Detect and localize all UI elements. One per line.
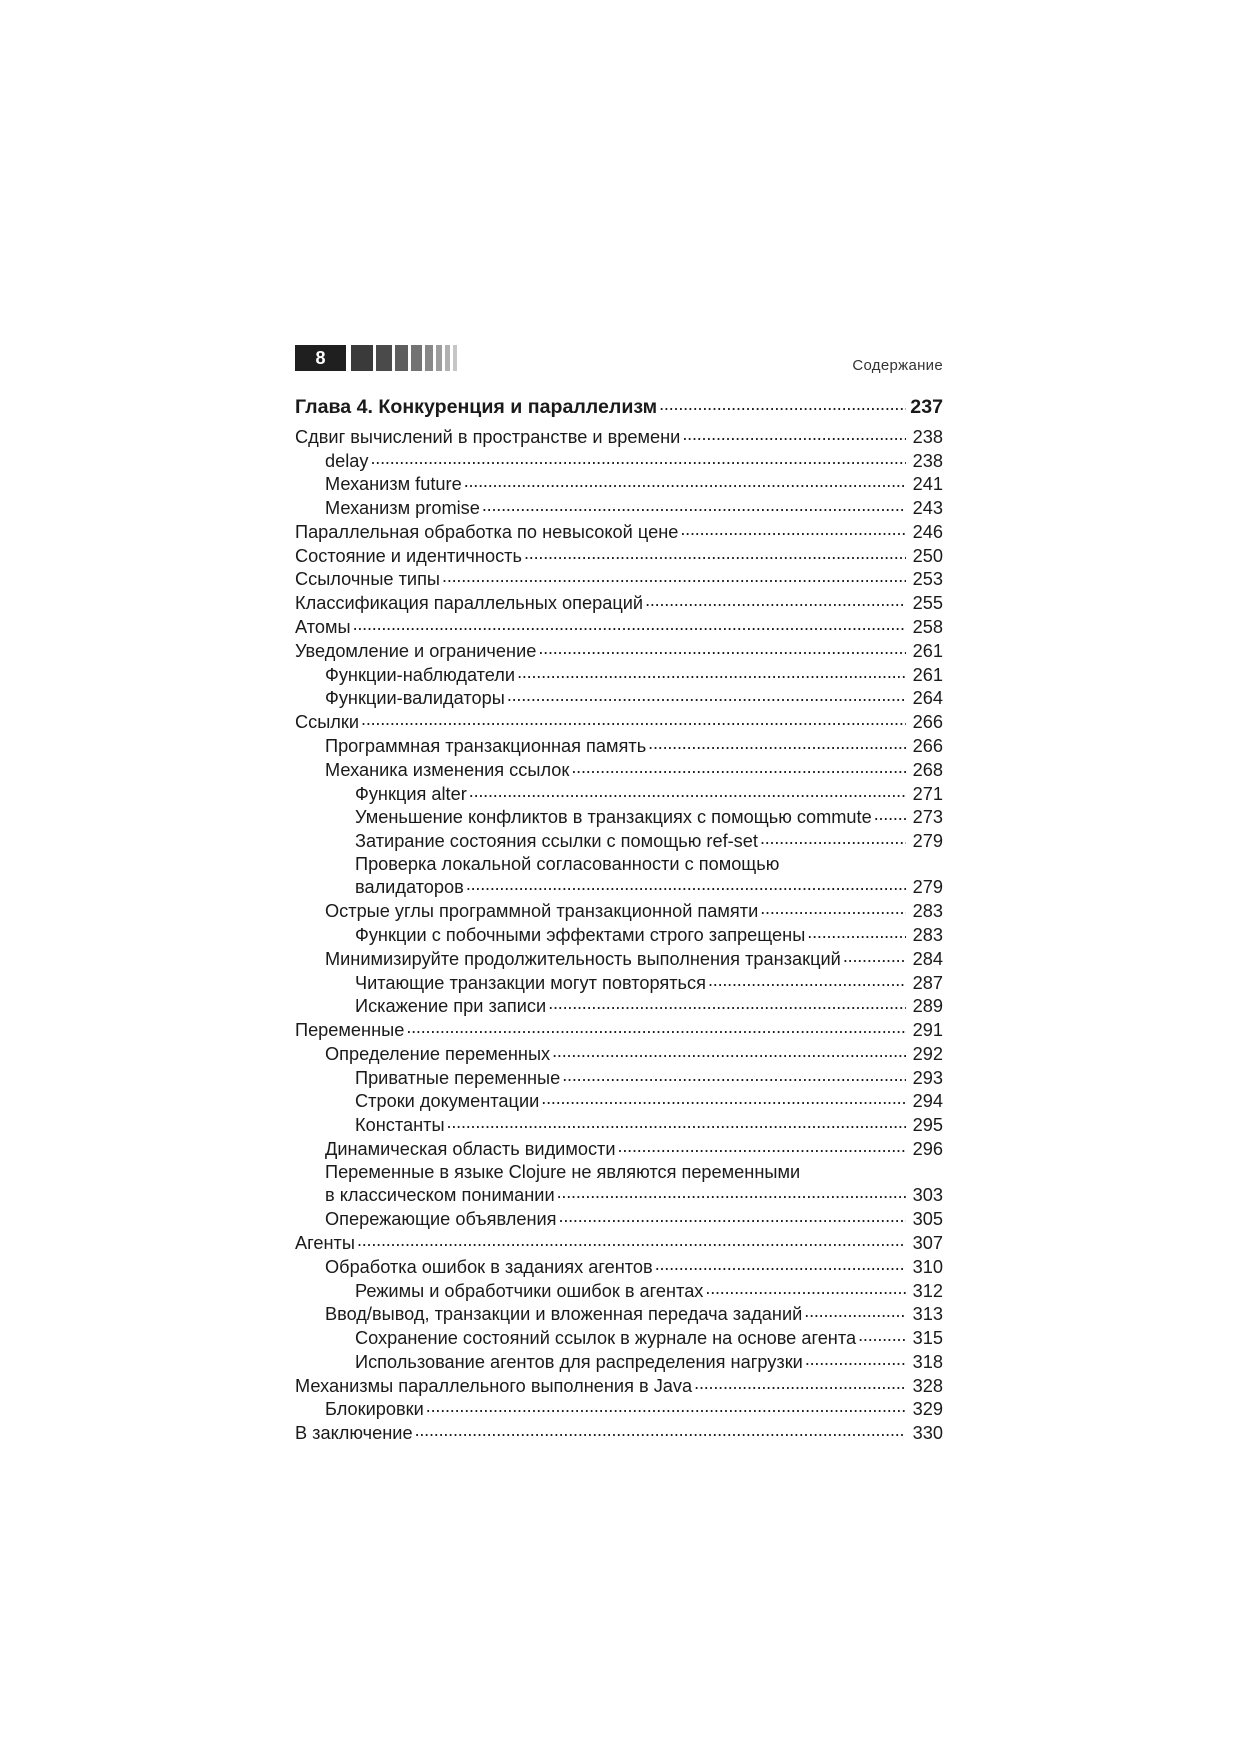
toc-entry-page: 295 [912,1115,943,1136]
toc-entry-page: 287 [912,972,943,993]
toc-entry-page: 291 [912,1020,943,1041]
toc-entry-title: Функция alter [355,783,467,804]
toc-leader [843,947,906,965]
toc-chapter-heading[interactable] [295,393,943,419]
toc-entry-page: 266 [912,735,943,756]
toc-entry[interactable] [295,425,943,449]
toc-entry-title: Механизм promise [325,498,480,519]
toc-entry[interactable] [295,923,943,947]
toc-entry-title: Ссылочные типы [295,569,441,590]
toc-entry[interactable] [295,994,943,1018]
toc-entry-title: Определение переменных [325,1043,551,1064]
toc-entry-title: Строки документации [355,1091,540,1112]
toc-entry-page: 289 [912,996,943,1017]
toc-leader [517,662,906,680]
toc-entry-title: Программная транзакционная память [325,735,647,756]
strip-block [425,345,433,371]
toc-entry[interactable] [295,1042,943,1066]
toc-leader [538,639,906,657]
toc-leader [442,567,906,585]
toc-entry-title: Механика изменения ссылок [325,759,570,780]
toc-entry-title: Искажение при записи [355,996,547,1017]
toc-entry[interactable] [295,686,943,710]
toc-entry-page: 246 [912,521,943,542]
toc-entry-page: 303 [912,1185,943,1206]
toc-leader [874,805,906,823]
toc-leader [426,1397,906,1415]
toc-entry-title: Обработка ошибок в заданиях агентов [325,1256,653,1277]
toc-entry[interactable] [295,781,943,805]
toc-leader [682,425,906,443]
toc-entry-title: Острые углы программной транзакционной памяти [325,901,759,922]
toc-leader [507,686,906,704]
toc-leader [708,970,906,988]
toc-entry-page: 261 [912,664,943,685]
toc-entry-title: В заключение [295,1423,413,1444]
toc-entry[interactable] [295,805,943,829]
toc-entry-page: 243 [912,498,943,519]
toc-entry-title: валидаторов [355,877,464,898]
toc-entry[interactable] [295,544,943,568]
toc-entry-page: 313 [912,1304,943,1325]
toc-entry-title: Функции-наблюдатели [325,664,516,685]
toc-entry-title: Состояние и идентичность [295,545,522,566]
toc-entry-title: Динамическая область видимости [325,1139,616,1160]
table-of-contents [295,393,943,1445]
toc-entry-page: 307 [912,1232,943,1253]
toc-leader [557,1183,906,1201]
toc-entry-title: Классификация параллельных операций [295,593,644,614]
toc-entry-page: 255 [912,593,943,614]
toc-entries [295,425,943,1445]
toc-leader [618,1137,906,1155]
toc-entry-title: Ввод/вывод, транзакции и вложенная передача заданий [325,1304,803,1325]
toc-entry-page: 271 [912,783,943,804]
toc-leader [805,1350,906,1368]
toc-leader [705,1278,906,1296]
toc-entry[interactable] [295,1183,943,1207]
toc-entry[interactable] [295,615,943,639]
toc-entry-page: 294 [912,1091,943,1112]
toc-entry-title: Проверка локальной согласованности с помощью [355,853,780,874]
toc-entry-title: Константы [355,1115,445,1136]
toc-entry-title: Сдвиг вычислений в пространстве и времени [295,426,681,447]
toc-entry-page: 330 [912,1423,943,1444]
toc-leader [648,734,906,752]
toc-leader [655,1255,906,1273]
toc-entry-title: Механизм future [325,474,462,495]
toc-entry[interactable] [295,448,943,472]
toc-leader [645,591,906,609]
toc-entry-page: 273 [912,807,943,828]
toc-entry-title: Уменьшение конфликтов в транзакциях с помощью commute [355,807,872,828]
toc-entry-title: Функции-валидаторы [325,688,505,709]
toc-entry[interactable] [295,1066,943,1090]
toc-leader [858,1326,906,1344]
toc-entry[interactable] [295,1018,943,1042]
toc-entry[interactable] [295,639,943,663]
toc-leader [804,1302,906,1320]
toc-entry-page: 284 [912,948,943,969]
toc-entry-page: 279 [912,831,943,852]
toc-entry-title: Блокировки [325,1399,424,1420]
toc-entry-page: 305 [912,1209,943,1230]
toc-entry-page: 329 [912,1399,943,1420]
strip-block [351,345,373,371]
toc-leader [571,758,906,776]
toc-leader [447,1113,906,1131]
toc-leader [548,994,906,1012]
toc-entry[interactable] [295,1113,943,1137]
toc-entry-line [295,853,943,876]
toc-entry-page: 238 [912,450,943,471]
toc-entry-title: Приватные переменные [355,1067,561,1088]
strip-block [376,345,392,371]
toc-leader [760,899,906,917]
toc-entry-title: Переменные в языке Clojure не являются переменными [325,1161,801,1182]
toc-entry[interactable] [295,662,943,686]
toc-entry-page: 312 [912,1280,943,1301]
toc-entry[interactable] [295,1255,943,1279]
toc-entry-page: 238 [912,426,943,447]
toc-entry-page: 296 [912,1139,943,1160]
running-head: Содержание [852,357,943,374]
toc-entry-title: Опережающие объявления [325,1209,557,1230]
toc-leader [353,615,906,633]
toc-chapter-page: 237 [910,395,943,418]
toc-leader [694,1373,906,1391]
strip-block [395,345,408,371]
toc-entry-page: 258 [912,617,943,638]
toc-entry-page: 318 [912,1351,943,1372]
toc-entry-page: 241 [912,474,943,495]
toc-entry[interactable] [295,1326,943,1350]
toc-entry-title: Переменные [295,1020,405,1041]
toc-entry-title: Параллельная обработка по невысокой цене [295,521,679,542]
strip-block [411,345,422,371]
toc-entry-page: 264 [912,688,943,709]
toc-leader [659,393,906,413]
toc-entry-title: Читающие транзакции могут повторяться [355,972,706,993]
toc-leader [415,1421,906,1439]
toc-entry-page: 328 [912,1375,943,1396]
toc-entry-title: Агенты [295,1232,355,1253]
toc-entry-page: 261 [912,640,943,661]
toc-leader [562,1066,906,1084]
toc-entry[interactable] [295,567,943,591]
toc-entry-title: Сохранение состояний ссылок в журнале на основе агента [355,1328,857,1349]
toc-leader [541,1089,906,1107]
toc-entry[interactable] [295,1089,943,1113]
toc-entry[interactable] [295,710,943,734]
toc-leader [466,875,906,893]
toc-leader [760,829,906,847]
toc-leader [406,1018,906,1036]
toc-entry-title: Уведомление и ограничение [295,640,537,661]
toc-leader [464,472,906,490]
toc-entry[interactable] [295,1350,943,1374]
toc-entry[interactable] [295,1397,943,1421]
toc-chapter-title: Глава 4. Конкуренция и параллелизм [295,395,658,418]
toc-entry-title: Механизмы параллельного выполнения в Java [295,1375,693,1396]
toc-leader [559,1207,906,1225]
toc-entry-page: 266 [912,712,943,733]
toc-entry-title: Использование агентов для распределения нагрузки [355,1351,803,1372]
toc-entry-title: Режимы и обработчики ошибок в агентах [355,1280,704,1301]
toc-entry[interactable] [295,472,943,496]
toc-leader [357,1231,906,1249]
toc-entry-page: 283 [912,901,943,922]
toc-leader [680,520,906,538]
toc-leader [524,544,906,562]
toc-entry[interactable] [295,520,943,544]
toc-entry-title: Минимизируйте продолжительность выполнения транзакций [325,948,841,969]
toc-entry-line [295,1161,943,1184]
toc-entry[interactable] [295,496,943,520]
toc-entry[interactable] [295,1207,943,1231]
toc-entry-title: в классическом понимании [325,1185,555,1206]
toc-leader [370,448,906,466]
toc-entry[interactable] [295,829,943,853]
strip-block [453,345,457,371]
toc-leader [361,710,906,728]
page-header [295,345,943,374]
toc-entry[interactable] [295,734,943,758]
toc-entry[interactable] [295,1302,943,1326]
toc-entry[interactable] [295,1231,943,1255]
toc-entry-page: 315 [912,1328,943,1349]
toc-entry-page: 279 [912,877,943,898]
toc-entry-title: Ссылки [295,712,360,733]
toc-entry[interactable] [295,1278,943,1302]
toc-entry-title: Атомы [295,617,351,638]
strip-block [445,345,450,371]
toc-entry[interactable] [295,875,943,899]
toc-leader [807,923,906,941]
toc-entry[interactable] [295,591,943,615]
toc-entry-title: Затирание состояния ссылки с помощью ref-set [355,831,758,852]
toc-entry-page: 283 [912,925,943,945]
toc-entry[interactable] [295,758,943,782]
strip-block [436,345,442,371]
toc-entry-page: 310 [912,1256,943,1277]
toc-entry[interactable] [295,1373,943,1397]
toc-leader [482,496,906,514]
toc-entry-page: 268 [912,759,943,780]
toc-entry-title: Функции с побочными эффектами строго запрещены [355,925,806,945]
toc-entry[interactable] [295,1421,943,1445]
toc-entry[interactable] [295,899,943,923]
toc-entry[interactable] [295,970,943,994]
toc-entry-page: 250 [912,545,943,566]
toc-entry-title: delay [325,450,369,471]
toc-leader [469,781,906,799]
toc-entry-page: 253 [912,569,943,590]
toc-entry-page: 293 [912,1067,943,1088]
toc-entry[interactable] [295,947,943,971]
toc-entry-page: 292 [912,1043,943,1064]
toc-entry[interactable] [295,1137,943,1161]
page-number: 8 [295,345,346,371]
toc-leader [552,1042,906,1060]
